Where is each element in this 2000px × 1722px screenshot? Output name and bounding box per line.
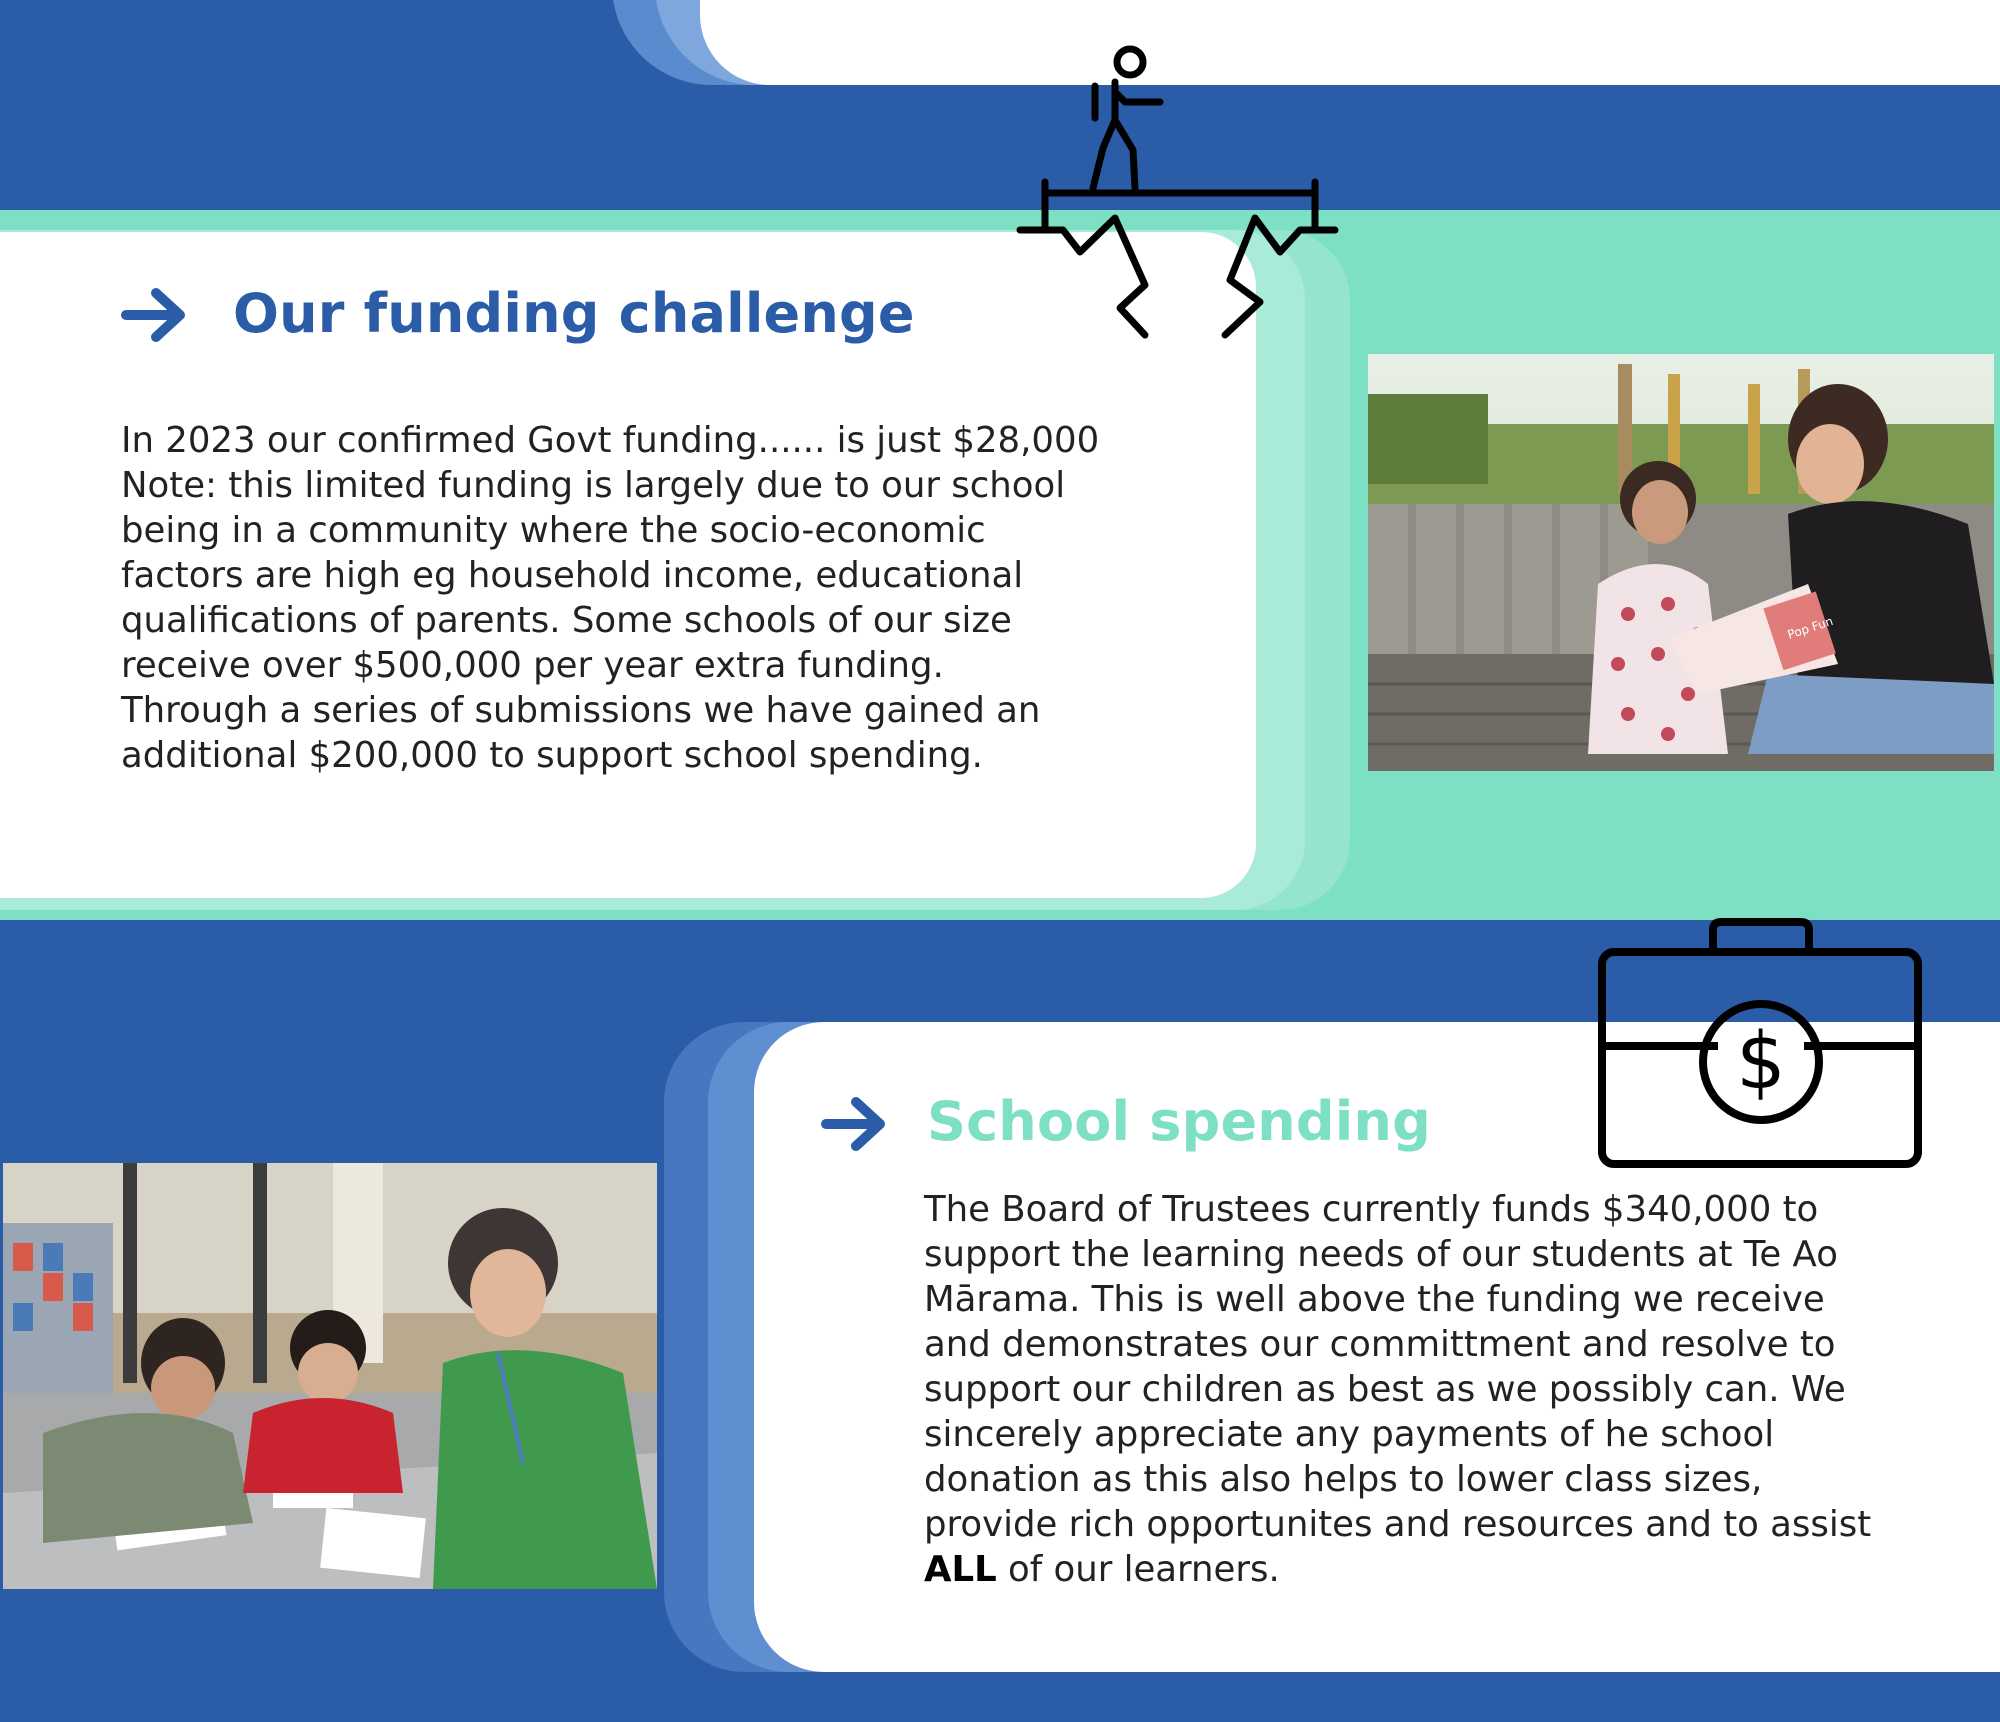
- funding-heading: Our funding challenge: [233, 282, 915, 345]
- funding-line: being in a community where the socio-economic: [121, 510, 986, 551]
- spending-line: and demonstrates our committment and resolve to: [924, 1324, 1836, 1365]
- funding-line: qualifications of parents. Some schools of our size: [121, 600, 1012, 641]
- classroom-photo: [3, 1163, 657, 1589]
- funding-line: receive over $500,000 per year extra funding.: [121, 645, 944, 686]
- spending-line: The Board of Trustees currently funds $340,000 to: [924, 1189, 1819, 1230]
- funding-line: additional $200,000 to support school spending.: [121, 735, 983, 776]
- funding-line: Through a series of submissions we have gained an: [121, 690, 1041, 731]
- spending-last-line: [924, 1547, 1944, 1592]
- funding-paragraph: [121, 418, 1141, 778]
- svg-text:$: $: [1736, 1017, 1786, 1107]
- book-title: Pop Fun: [1785, 613, 1835, 642]
- spending-line: support our children as best as we possibly can. We: [924, 1369, 1846, 1410]
- teacher-reading-photo: [1368, 354, 1994, 771]
- spending-line: donation as this also helps to lower class sizes,: [924, 1459, 1763, 1500]
- spending-line: Mārama. This is well above the funding we receive: [924, 1279, 1825, 1320]
- funding-line: In 2023 our confirmed Govt funding...... is just $28,000: [121, 420, 1100, 461]
- spending-line: provide rich opportunites and resources and to assist: [924, 1504, 1872, 1545]
- spending-line: sincerely appreciate any payments of he school: [924, 1414, 1775, 1455]
- top-card: [700, 0, 2000, 85]
- emphasis-all: ALL: [924, 1549, 997, 1590]
- funding-line: Note: this limited funding is largely due to our school: [121, 465, 1066, 506]
- right-arrow-icon: [820, 1094, 892, 1154]
- spending-line: support the learning needs of our students at Te Ao: [924, 1234, 1838, 1275]
- person-crossing-bridge-icon: [1015, 40, 1345, 370]
- funding-line: factors are high eg household income, educational: [121, 555, 1024, 596]
- spending-last-line-rest: of our learners.: [996, 1549, 1280, 1590]
- spending-paragraph: [924, 1187, 1944, 1592]
- briefcase-dollar-icon: [1596, 916, 1926, 1172]
- spending-heading: School spending: [927, 1090, 1431, 1153]
- right-arrow-icon: [120, 285, 192, 345]
